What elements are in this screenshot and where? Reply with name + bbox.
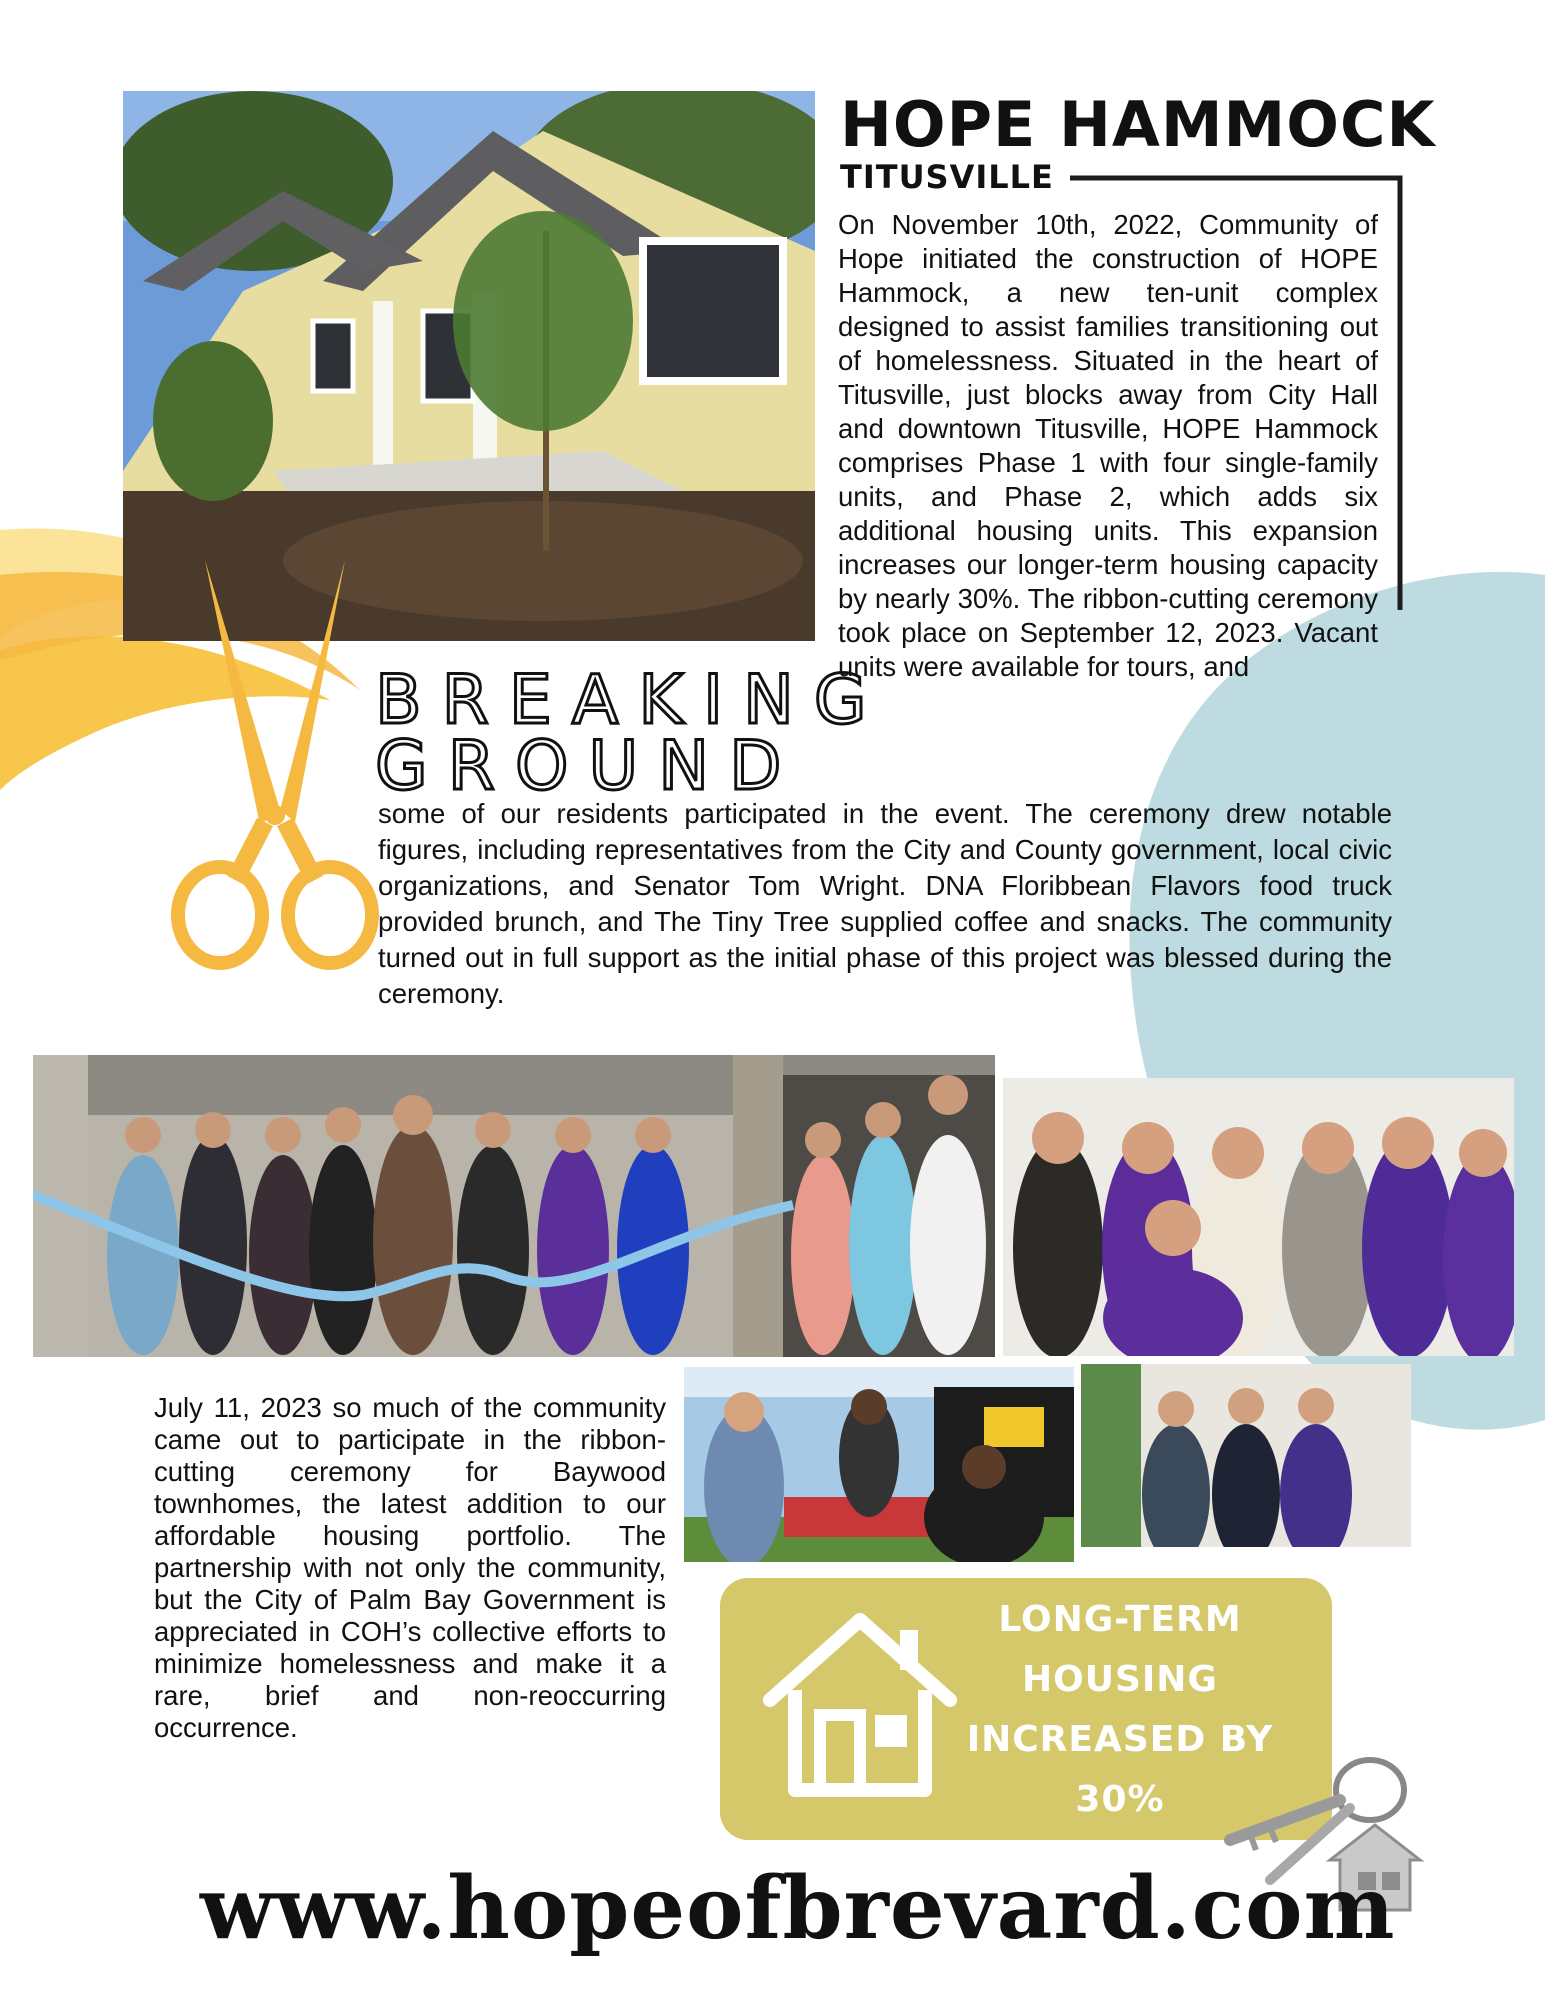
hope-hammock-house-photo: [123, 91, 815, 641]
article-intro-paragraph: On November 10th, 2022, Community of Hope initiated the construction of HOPE Hammock, a new ten-unit complex designed to assist families transitioning out of homelessness. Situated in the heart of Titusville, just blocks away from City Hall and downtown Titusville, HOPE Hammock comprises Phase 1 with four single-family units, and Phase 2, which adds six additional housing units. This expansion increases our longer-term housing capacity by nearly 30%. The ribbon-cutting ceremony took place on September 12, 2023. Vacant units were available for tours, and: [838, 209, 1378, 682]
page-title: HOPE HAMMOCK: [840, 88, 1436, 161]
ribbon-cutting-photo: [33, 1055, 995, 1357]
food-truck-photo: [684, 1367, 1074, 1562]
callout-line2: HOUSING: [1022, 1659, 1218, 1700]
baywood-paragraph: July 11, 2023 so much of the community came out to participate in the ribbon-cutting ceremony for Baywood townhomes, the latest addition to our affordable housing portfolio. The partnership with not only the community, but the City of Palm Bay Government is appreciated in COH’s collective efforts to minimize homelessness and make it a rare, brief and non-reoccurring occurrence.: [154, 1392, 666, 1743]
breaking-ground-line2: GROUND: [375, 727, 802, 806]
callout-line3: INCREASED BY: [966, 1719, 1274, 1760]
website-url[interactable]: www.hopeofbrevard.com: [200, 1858, 1396, 1959]
volunteer-group-photo: [1003, 1078, 1514, 1356]
officials-photo: [1081, 1364, 1411, 1547]
scissors-icon: [165, 560, 385, 990]
callout-line1: LONG-TERM: [998, 1599, 1242, 1640]
callout-line4: 30%: [1075, 1779, 1165, 1820]
breaking-ground-heading: [375, 661, 887, 806]
article-continuation-paragraph: some of our residents participated in the event. The ceremony drew notable figures, including representatives from the City and County government, local civic organizations, and Senator Tom Wright. DNA Floribbean Flavors food truck provided brunch, and The Tiny Tree supplied coffee and snacks. The community turned out in full support as the initial phase of this project was blessed during the ceremony.: [378, 798, 1392, 1009]
page-subtitle: TITUSVILLE: [840, 158, 1054, 196]
breaking-ground-line1: BREAKING: [375, 661, 887, 740]
house-icon: [760, 1605, 960, 1805]
